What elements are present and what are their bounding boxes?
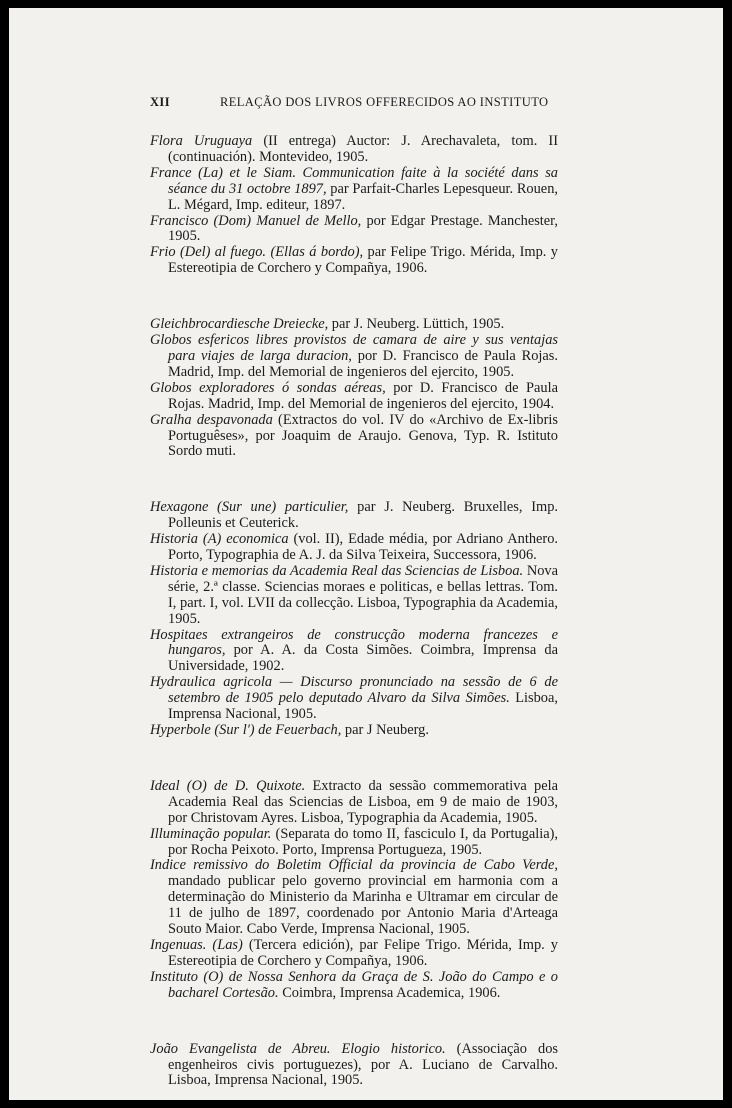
list-entry	[150, 245, 558, 277]
list-entry	[150, 858, 558, 938]
entry-details: (Separata do tomo II, fasciculo I, da Portugalia), por Rocha Peixoto. Porto, Imprensa Portugueza, 1905.	[168, 825, 558, 858]
list-entry	[150, 333, 558, 381]
entry-details: Coimbra, Imprensa Academica, 1906.	[278, 984, 501, 1001]
section-divider	[150, 460, 558, 500]
entry-title: Gleichbrocardiesche Dreiecke,	[150, 316, 329, 333]
entry-title: Gralha despavonada	[150, 411, 273, 428]
list-entry	[150, 532, 558, 564]
entry-details: par J Neuberg.	[341, 722, 429, 738]
list-entry	[150, 628, 558, 676]
section-j	[150, 1042, 558, 1090]
entry-title: Hydraulica agricola — Discurso pronunciado na sessão de 6 de setembro de 1905 pelo deputado Alvaro da Silva Simões.	[150, 674, 558, 707]
section-h	[150, 500, 558, 739]
page-number: XII	[150, 95, 170, 109]
entry-title: Francisco (Dom) Manuel de Mello,	[150, 212, 362, 229]
section-i	[150, 779, 558, 1002]
list-entry	[150, 317, 558, 333]
book-list	[150, 134, 558, 1089]
entry-title: Ingenuas. (Las)	[150, 936, 243, 953]
list-entry	[150, 214, 558, 246]
entry-title: Indice remissivo do Boletim Official da provincia de Cabo Verde,	[150, 857, 558, 874]
entry-details: (vol. II), Edade média, por Adriano Anthero. Porto, Typographia de A. J. da Silva Teixeira, Successora, 1906.	[168, 531, 558, 564]
list-entry	[150, 779, 558, 827]
list-entry	[150, 134, 558, 166]
list-entry	[150, 413, 558, 461]
section-divider	[150, 1002, 558, 1042]
entry-title: Hexagone (Sur une) particulier,	[150, 499, 349, 516]
entry-details: (Associação dos engenheiros civis portuguezes), por A. Luciano de Carvalho. Lisboa, Imprensa Nacional, 1905.	[168, 1040, 558, 1089]
entry-details: Extracto da sessão commemorativa pela Academia Real das Sciencias de Lisboa, em 9 de maio de 1903, por Christovam Ayres. Lisboa, Typographia da Academia, 1905.	[168, 777, 558, 826]
entry-title: Illuminação popular.	[150, 825, 272, 842]
entry-details: par J. Neuberg. Bruxelles, Imp. Polleunis et Ceuterick.	[168, 499, 558, 532]
entry-details: par Felipe Trigo. Mérida, Imp. y Estereotipia de Corchero y Compañya, 1906.	[168, 244, 558, 277]
entry-details: por A. A. da Costa Simões. Coimbra, Imprensa da Universidade, 1902.	[168, 642, 558, 675]
entry-title: Historia (A) economica	[150, 531, 289, 548]
list-entry	[150, 675, 558, 723]
entry-title: Flora Uruguaya	[150, 133, 253, 149]
list-entry	[150, 500, 558, 532]
list-entry	[150, 723, 558, 739]
entry-details: por D. Francisco de Paula Rojas. Madrid, Imp. del Memorial de ingenieros del ejercito, 1904.	[168, 379, 558, 412]
entry-title: Globos esfericos libres provistos de camara de aire y sus ventajas para viajes de larga duracion,	[150, 332, 558, 364]
list-entry	[150, 970, 558, 1002]
entry-details: (Tercera edición), par Felipe Trigo. Mérida, Imp. y Estereotipia de Corchero y Compañya, 1906.	[168, 936, 558, 969]
entry-details: par J. Neuberg. Lüttich, 1905.	[328, 316, 505, 333]
entry-details: mandado publicar pelo governo provincial em harmonia com a determinação do Ministerio da Marinha e Ultramar em circular de 11 de julho de 1897, coordenado por Antonio Maria d'Arteaga Souto Maior. Cabo Verde, Imprensa Nacional, 1905.	[168, 873, 558, 938]
list-entry	[150, 381, 558, 413]
entry-details: por D. Francisco de Paula Rojas. Madrid, Imp. del Memorial de ingenieros del ejercito, 1905.	[168, 347, 558, 380]
entry-details: (Extractos do vol. IV do «Archivo de Ex-libris Portuguêses», por Joaquim de Araujo. Genova, Typ. R. Istituto Sordo muti.	[168, 411, 558, 460]
list-entry	[150, 827, 558, 859]
running-title: RELAÇÃO DOS LIVROS OFFERECIDOS AO INSTITUTO	[220, 95, 549, 109]
section-divider	[150, 739, 558, 779]
list-entry	[150, 1042, 558, 1090]
section-g	[150, 317, 558, 460]
entry-title: France (La) et le Siam. Communication faite à la société dans sa séance du 31 octobre 1897,	[150, 164, 558, 197]
page	[9, 8, 723, 1100]
entry-title: Frio (Del) al fuego. (Ellas á bordo),	[150, 244, 364, 261]
entry-details: por Edgar Prestage. Manchester, 1905.	[168, 212, 558, 245]
entry-details: (II entrega) Auctor: J. Arechavaleta, tom. II (continuación). Montevideo, 1905.	[168, 133, 559, 165]
entry-title: Instituto (O) de Nossa Senhora da Graça de S. João do Campo e o bacharel Cortesão.	[150, 968, 558, 1001]
entry-details: Lisboa, Imprensa Nacional, 1905.	[168, 690, 558, 723]
entry-title: João Evangelista de Abreu. Elogio historico.	[150, 1040, 446, 1057]
section-divider	[150, 277, 558, 317]
entry-title: Ideal (O) de D. Quixote.	[150, 777, 306, 794]
list-entry	[150, 166, 558, 214]
entry-title: Globos exploradores ó sondas aéreas,	[150, 379, 386, 396]
entry-details: Nova série, 2.ª classe. Sciencias moraes e politicas, e bellas lettras. Tom. I, part. I, vol. LVII da collecção. Lisboa, Typographia da Academia, 1905.	[168, 562, 558, 627]
section-f	[150, 134, 558, 277]
entry-title: Hyperbole (Sur l') de Feuerbach,	[150, 722, 342, 738]
entry-title: Historia e memorias da Academia Real das Sciencias de Lisboa.	[150, 562, 524, 579]
list-entry	[150, 564, 558, 628]
entry-title: Hospitaes extrangeiros de construcção moderna francezes e hungaros,	[150, 626, 558, 659]
list-entry	[150, 938, 558, 970]
entry-details: par Parfait-Charles Lepesqueur. Rouen, L. Mégard, Imp. editeur, 1897.	[168, 180, 558, 213]
